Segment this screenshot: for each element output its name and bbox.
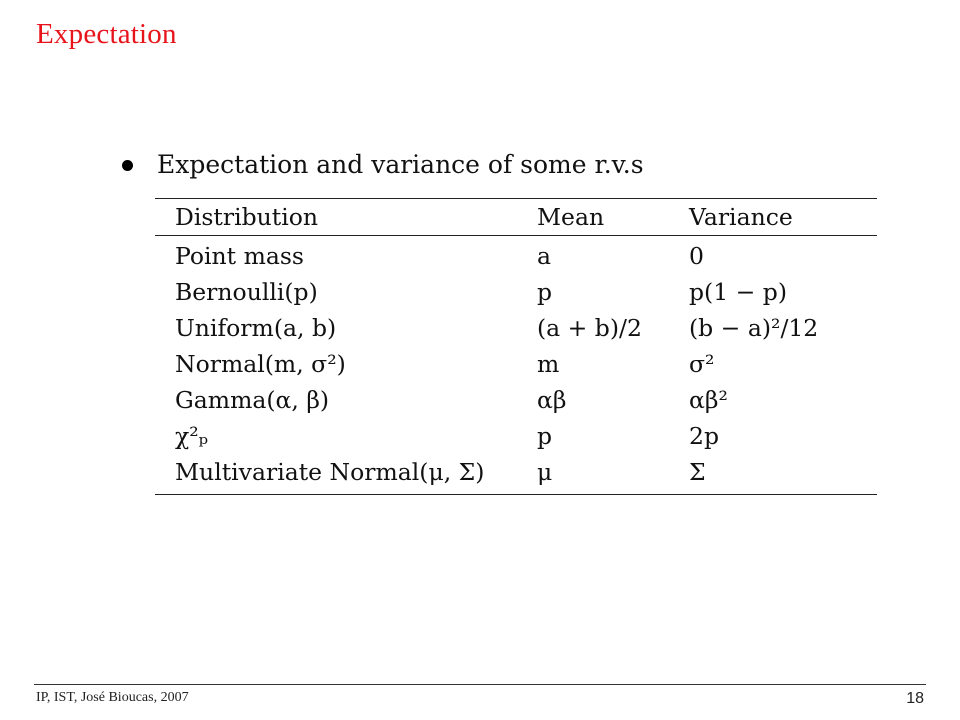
table-row bbox=[155, 382, 877, 418]
cell-variance: 2p bbox=[689, 422, 719, 450]
header-mean: Mean bbox=[537, 203, 605, 231]
table-row bbox=[155, 236, 877, 275]
cell-mean: μ bbox=[537, 458, 553, 486]
cell-distribution: Multivariate Normal(μ, Σ) bbox=[175, 458, 485, 486]
footer-credit: IP, IST, José Bioucas, 2007 bbox=[36, 690, 189, 705]
bullet-dot-icon bbox=[122, 160, 133, 171]
bullet-item bbox=[122, 150, 644, 179]
table-row bbox=[155, 454, 877, 495]
cell-mean: p bbox=[537, 422, 553, 450]
bullet-text: Expectation and variance of some r.v.s bbox=[157, 150, 644, 179]
cell-mean: αβ bbox=[537, 386, 567, 414]
cell-mean: p bbox=[537, 278, 553, 306]
cell-mean: (a + b)/2 bbox=[537, 314, 642, 342]
table-row bbox=[155, 274, 877, 310]
cell-mean: m bbox=[537, 350, 560, 378]
cell-distribution: χ²ₚ bbox=[175, 422, 209, 450]
cell-variance: (b − a)²/12 bbox=[689, 314, 819, 342]
cell-variance: p(1 − p) bbox=[689, 278, 788, 306]
table-header-row bbox=[155, 199, 877, 236]
cell-mean: a bbox=[537, 242, 552, 270]
slide-title: Expectation bbox=[36, 18, 177, 50]
cell-variance: αβ² bbox=[689, 386, 728, 414]
cell-distribution: Normal(m, σ²) bbox=[175, 350, 346, 378]
table-row bbox=[155, 346, 877, 382]
page-number: 18 bbox=[906, 690, 924, 707]
header-distribution: Distribution bbox=[175, 203, 319, 231]
header-variance: Variance bbox=[689, 203, 793, 231]
cell-variance: Σ bbox=[689, 458, 706, 486]
cell-variance: 0 bbox=[689, 242, 704, 270]
cell-variance: σ² bbox=[689, 350, 715, 378]
footer-rule bbox=[34, 684, 926, 685]
table-row bbox=[155, 310, 877, 346]
cell-distribution: Uniform(a, b) bbox=[175, 314, 337, 342]
table-row bbox=[155, 418, 877, 454]
cell-distribution: Bernoulli(p) bbox=[175, 278, 318, 306]
cell-distribution: Gamma(α, β) bbox=[175, 386, 330, 414]
cell-distribution: Point mass bbox=[175, 242, 304, 270]
distribution-table bbox=[155, 198, 877, 495]
